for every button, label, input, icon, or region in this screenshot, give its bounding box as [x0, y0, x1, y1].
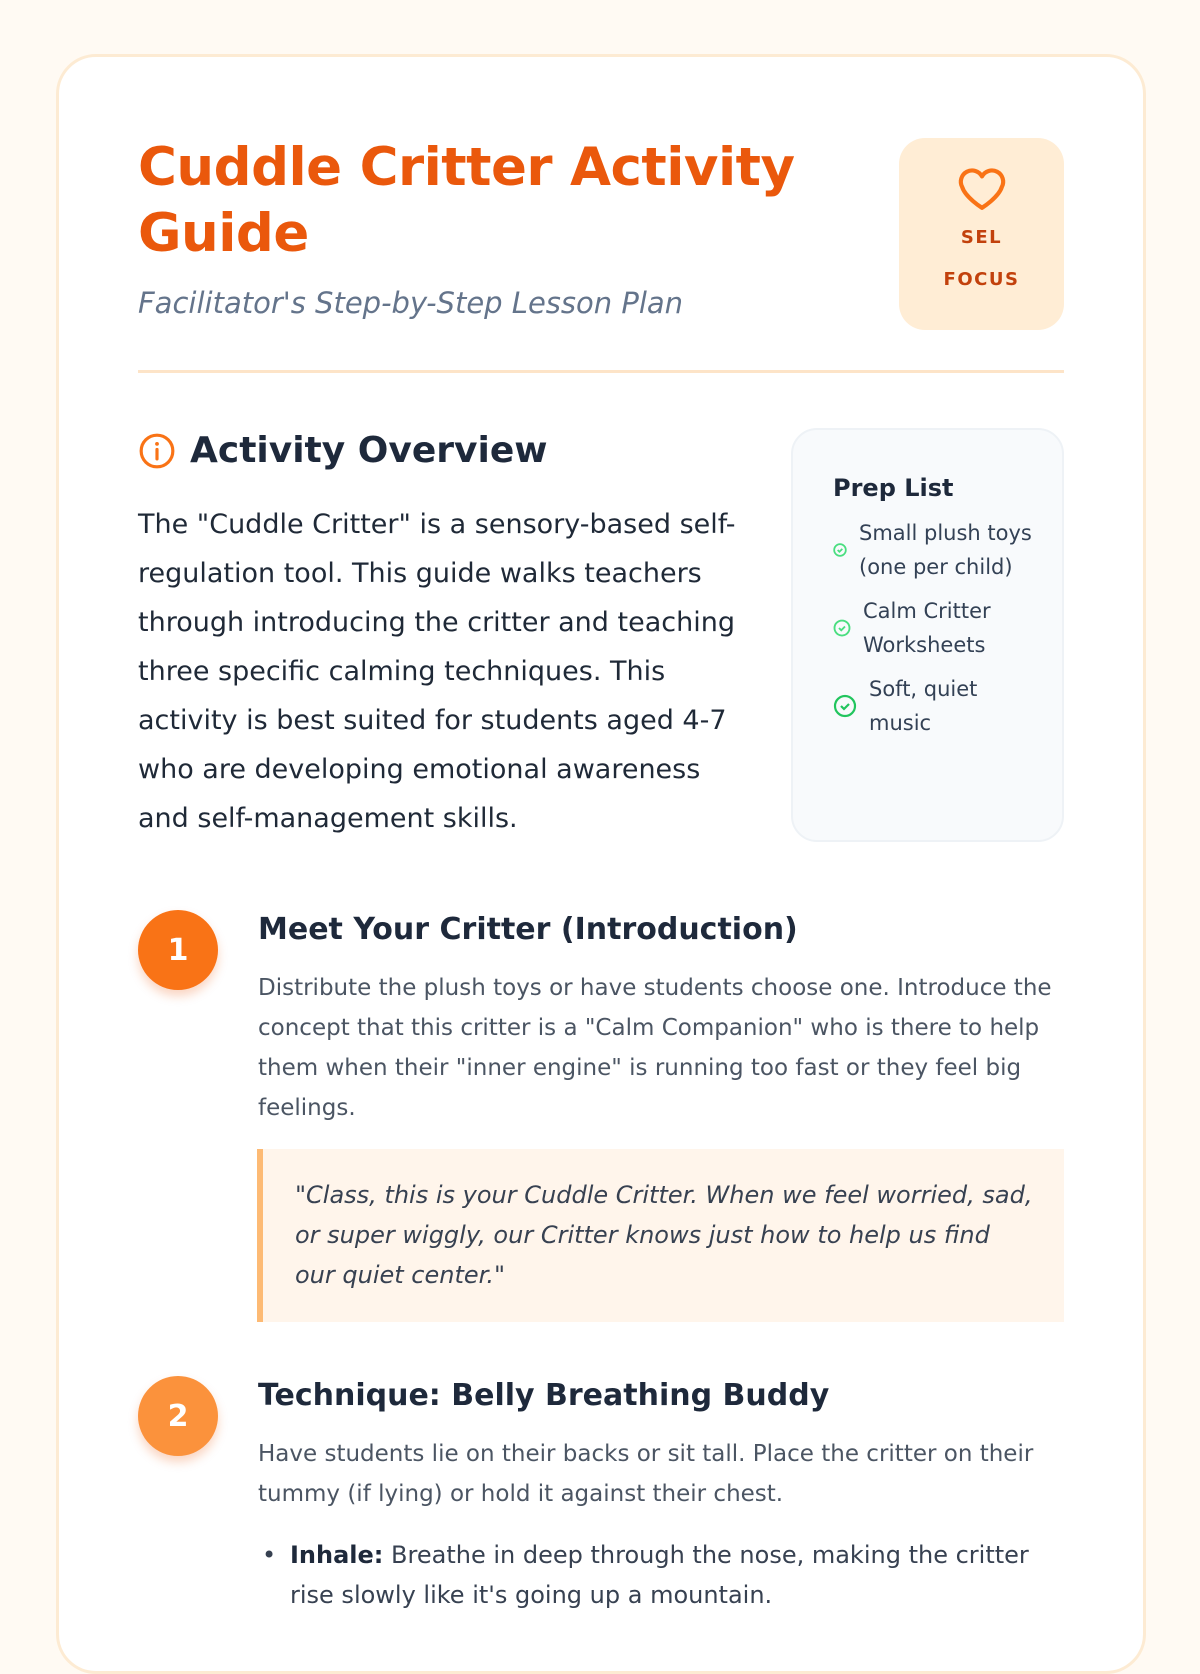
bullet-label: Inhale: [290, 1541, 384, 1569]
prep-list-heading: Prep List [833, 474, 954, 502]
step-1-text: Distribute the plush toys or have students choose one. Introduce the concept that this critter is a "Calm Companion" who is there to help them when their "inner engine" is running too fast or they feel big feelings. [258, 975, 1052, 1121]
badge-label-1: SEL [960, 227, 1003, 248]
page-title: Cuddle Critter Activity Guide [138, 137, 795, 264]
check-circle-icon [833, 619, 851, 637]
prep-item-text: Soft, quiet music [869, 677, 978, 735]
check-circle-icon [833, 694, 857, 718]
divider [138, 370, 1064, 373]
prep-item [833, 672, 1032, 740]
overview-text: The "Cuddle Critter" is a sensory-based self-regulation tool. This guide walks teachers through introducing the critter and teaching three specific calming techniques. This activity is best suited for students aged 4-7 who are developing emotional awareness and self-management skills. [138, 509, 736, 834]
step-2-title: Technique: Belly Breathing Buddy [258, 1378, 830, 1413]
prep-item [833, 516, 1032, 584]
sel-focus-badge [899, 138, 1064, 330]
prep-item-text: Small plush toys (one per child) [859, 521, 1032, 579]
page-subtitle: Facilitator's Step-by-Step Lesson Plan [138, 286, 684, 320]
prep-item-text: Calm Critter Worksheets [863, 599, 991, 657]
overview-heading [138, 430, 548, 471]
step-1-title: Meet Your Critter (Introduction) [258, 912, 798, 947]
heart-icon [956, 166, 1008, 212]
overview-heading-text: Activity Overview [190, 430, 548, 471]
prep-list-panel [791, 428, 1064, 842]
check-circle-icon [833, 543, 847, 557]
step-number-2: 2 [138, 1376, 218, 1456]
step-2-bullet [262, 1535, 1062, 1615]
step-2-text: Have students lie on their backs or sit tall. Place the critter on their tummy (if lying) or hold it against their chest. [258, 1441, 1034, 1507]
step-1-script-quote: "Class, this is your Cuddle Critter. When we feel worried, sad, or super wiggly, our Critter knows just how to help us find our quiet center." [257, 1149, 1064, 1322]
info-icon [138, 432, 176, 470]
badge-label-2: FOCUS [943, 269, 1020, 290]
prep-item [833, 594, 1032, 662]
step-number-1: 1 [138, 910, 218, 990]
bullet-text: Breathe in deep through the nose, making the critter rise slowly like it's going up a mountain. [290, 1541, 1029, 1609]
